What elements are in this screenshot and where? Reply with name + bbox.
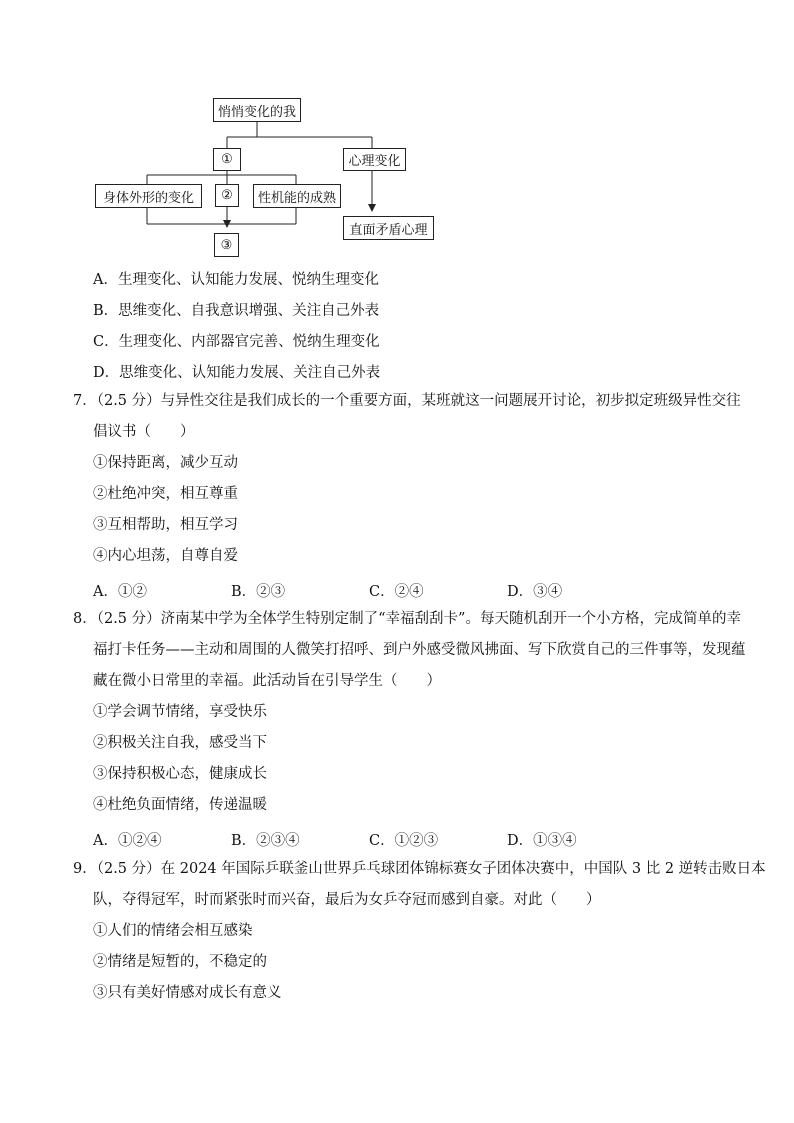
diagram-body-shape-box: 身体外形的变化 [95,184,202,208]
diagram-psych-box: 心理变化 [343,148,406,171]
q7-choice-b: B．②③ [231,584,286,600]
q8-choice-b: B．②③④ [231,833,300,849]
q7-stem-line-2: 倡议书（ ） [93,424,195,440]
q9-stem-line-2: 队，夺得冠军，时而紧张时而兴奋，最后为女乒夺冠而感到自豪。对此（ ） [93,892,601,908]
q8-choice-d: D．①③④ [507,833,577,849]
diagram-face-box: 直面矛盾心理 [343,216,434,240]
q8-stem-line-3: 藏在微小日常里的幸福。此活动旨在引导学生（ ） [93,673,441,689]
q8-item-1: ①学会调节情绪，享受快乐 [93,704,267,720]
q9-stem-line-1: 9．（2.5 分）在 2024 年国际乒联釜山世界乒乓球团体锦标赛女子团体决赛中，中国队 3 比 2 逆转击败日本 [73,861,766,877]
q9-item-3: ③只有美好情感对成长有意义 [93,985,282,1001]
diagram-root-box: 悄悄变化的我 [213,98,301,122]
q6-option-c: C．生理变化、内部器官完善、悦纳生理变化 [93,334,380,350]
diagram-blank-3-box: ③ [214,233,239,257]
q7-choice-a: A．①② [93,584,147,600]
q7-item-1: ①保持距离，减少互动 [93,455,238,471]
q9-item-1: ①人们的情绪会相互感染 [93,923,253,939]
q8-stem-line-1: 8．（2.5 分）济南某中学为全体学生特别定制了“幸福刮刮卡”。每天随机刮开一个小方格，完成简单的幸 [73,611,741,627]
q8-choice-a: A．①②④ [93,833,162,849]
question-9 [73,854,766,1009]
question-8 [73,604,746,821]
q8-stem-line-2: 福打卡任务——主动和周围的人微笑打招呼、到户外感受微风拂面、写下欣赏自己的三件事等，发现蕴 [93,642,746,658]
q7-stem-line-1: 7．（2.5 分）与异性交往是我们成长的一个重要方面，某班就这一问题展开讨论，初步拟定班级异性交往 [73,393,741,409]
q6-option-d: D．思维变化、认知能力发展、关注自己外表 [93,365,381,381]
q8-item-2: ②积极关注自我，感受当下 [93,735,267,751]
q8-choice-c: C．①②③ [369,833,439,849]
diagram-sex-func-box: 性机能的成熟 [253,184,341,208]
question-7 [73,386,741,572]
q7-choice-c: C．②④ [369,584,424,600]
diagram-blank-2-box: ② [215,184,239,207]
q7-item-3: ③互相帮助，相互学习 [93,517,238,533]
q9-item-2: ②情绪是短暂的，不稳定的 [93,954,267,970]
diagram-blank-1-box: ① [213,148,241,171]
q6-option-a: A．生理变化、认知能力发展、悦纳生理变化 [93,272,379,288]
q7-item-4: ④内心坦荡，自尊自爱 [93,548,238,564]
q8-item-4: ④杜绝负面情绪，传递温暖 [93,797,267,813]
q7-choice-d: D．③④ [507,584,563,600]
q8-item-3: ③保持积极心态，健康成长 [93,766,267,782]
q6-option-b: B．思维变化、自我意识增强、关注自己外表 [93,303,380,319]
q7-item-2: ②杜绝冲突，相互尊重 [93,486,238,502]
